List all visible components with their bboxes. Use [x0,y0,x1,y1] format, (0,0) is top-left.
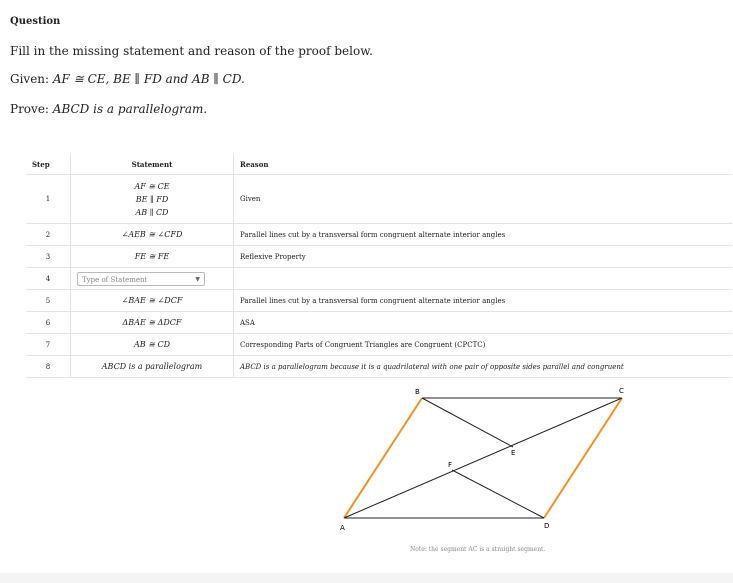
reason-cell [234,268,733,290]
step-number: 1 [26,175,71,224]
step-number: 4 [26,268,71,290]
statement-cell: FE ≅ FE [71,246,234,268]
statement-line: BE ∥ FD [135,194,169,204]
figure-note: Note: the segment AC is a straight segment. [410,546,546,553]
label-b: B [415,388,420,396]
segment-fd [452,470,544,518]
table-row [26,334,732,356]
reason-cell: ASA [234,312,733,334]
prove-line [10,102,207,116]
statement-line: AB ∥ CD [135,207,169,217]
table-header [26,154,732,175]
segment-cd [544,398,622,518]
table-row [26,268,732,290]
table-row [26,246,732,268]
parallelogram-figure [330,384,630,540]
step-number: 7 [26,334,71,356]
step-number: 2 [26,224,71,246]
label-c: C [619,387,624,395]
table-row [26,290,732,312]
chevron-down-icon: ▼ [195,275,200,283]
given-line [10,72,245,86]
segment-ab [344,398,422,518]
table-row [26,175,732,224]
segment-be [422,398,513,447]
table-row [26,356,732,378]
statement-cell: ∠AEB ≅ ∠CFD [71,224,234,246]
statement-line: AF ≅ CE [134,181,170,191]
given-prefix: Given: [10,72,53,86]
dropdown-placeholder: Type of Statement [82,275,148,284]
instruction-text: Fill in the missing statement and reason of the proof below. [10,44,373,58]
header-reason: Reason [234,154,733,175]
header-statement: Statement [71,154,234,175]
reason-cell: Given [234,175,733,224]
statement-cell [71,268,234,290]
reason-cell: Parallel lines cut by a transversal form congruent alternate interior angles [234,290,733,312]
prove-text: ABCD is a parallelogram. [52,102,208,116]
prove-prefix: Prove: [10,102,53,116]
step-number: 8 [26,356,71,378]
reason-cell: Corresponding Parts of Congruent Triangles are Congruent (CPCTC) [234,334,733,356]
label-a: A [340,524,345,532]
step-number: 6 [26,312,71,334]
statement-cell: ΔBAE ≅ ΔDCF [71,312,234,334]
label-f: F [448,461,453,469]
header-step: Step [26,154,71,175]
table-row [26,224,732,246]
segment-ac [344,398,622,518]
table-row [26,312,732,334]
statement-cell: AB ≅ CD [71,334,234,356]
bottom-bar [0,573,733,583]
reason-cell: Parallel lines cut by a transversal form congruent alternate interior angles [234,224,733,246]
step-number: 5 [26,290,71,312]
reason-cell: ABCD is a parallelogram because it is a quadrilateral with one pair of opposite sides parallel and congruent [234,356,733,378]
question-label: Question [10,16,61,27]
statement-cell: ∠BAE ≅ ∠DCF [71,290,234,312]
given-text: AF ≅ CE, BE ∥ FD and AB ∥ CD. [52,72,245,86]
statement-cell [71,175,234,224]
statement-cell: ABCD is a parallelogram [71,356,234,378]
reason-cell: Reflexive Property [234,246,733,268]
proof-table [26,154,732,378]
label-d: D [544,522,550,530]
step-number: 3 [26,246,71,268]
label-e: E [511,449,516,457]
statement-type-dropdown[interactable] [77,272,205,286]
